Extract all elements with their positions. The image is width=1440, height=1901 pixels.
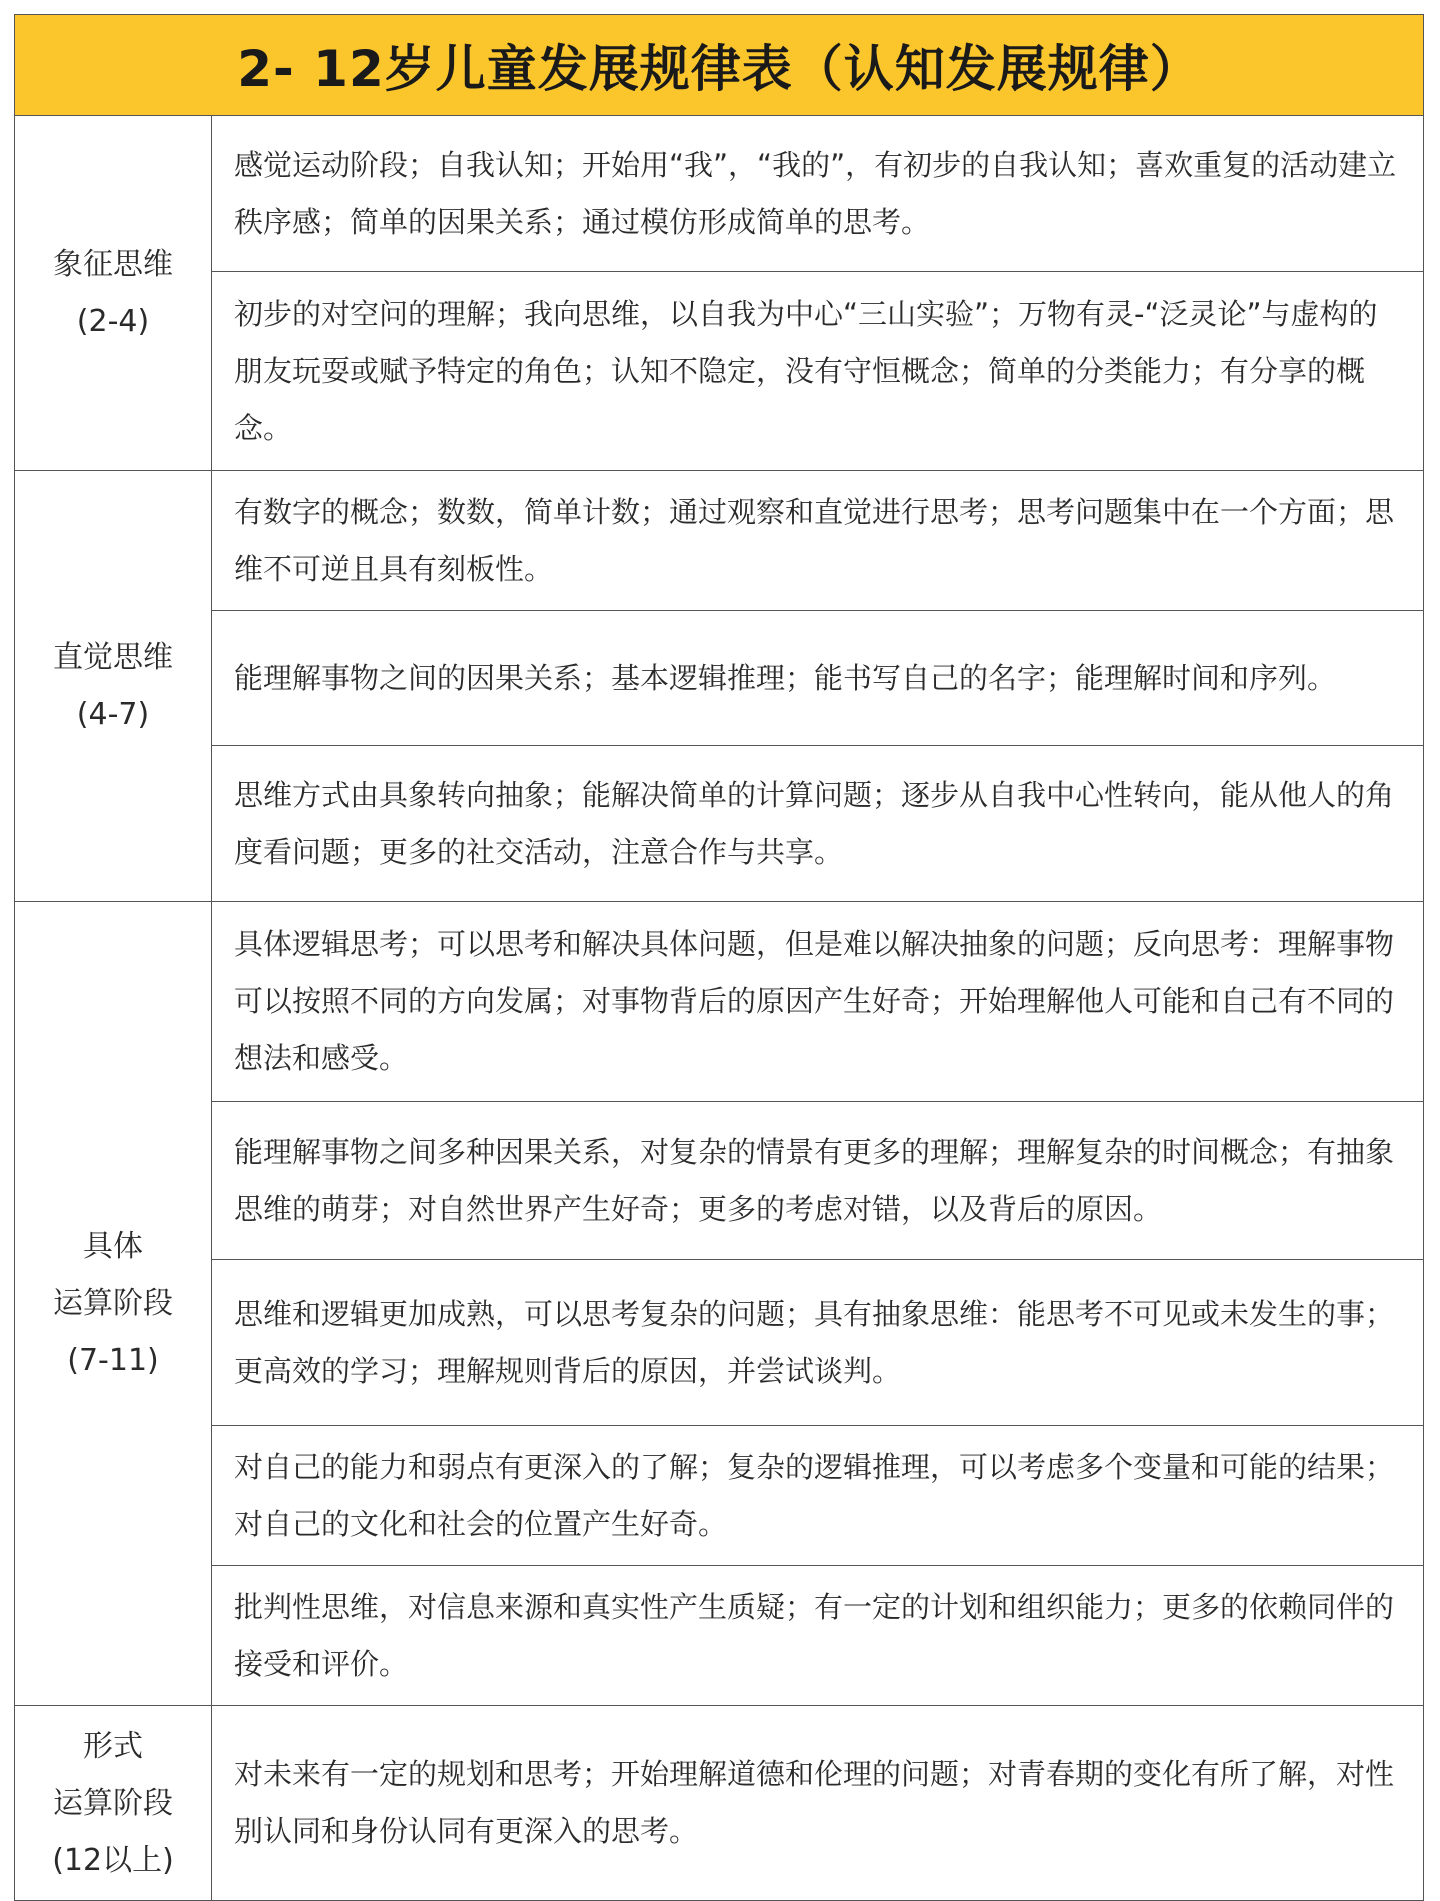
description-cell xyxy=(212,902,1423,1102)
stage-age-range: (12以上) xyxy=(52,1842,174,1878)
description-cell xyxy=(212,1426,1423,1566)
description-cell xyxy=(212,746,1423,901)
stage-group xyxy=(15,471,1423,902)
description-cell xyxy=(212,1260,1423,1426)
table-title: 2- 12岁儿童发展规律表（认知发展规律） xyxy=(237,40,1201,98)
stage-group xyxy=(15,116,1423,471)
stage-age-range: (4-7) xyxy=(76,697,150,732)
description-text: 初步的对空问的理解；我向思维，以自我为中心“三山实验”；万物有灵-“泛灵论”与虚构的朋友玩耍或赋予特定的角色；认知不隐定，没有守恒概念；简单的分类能力；有分享的概念。 xyxy=(234,296,1378,445)
description-text: 感觉运动阶段；自我认知；开始用“我”，“我的”，有初步的自我认知；喜欢重复的活动建立秩序感；简单的因果关系；通过模仿形成简单的思考。 xyxy=(234,147,1397,239)
stage-descriptions xyxy=(212,1706,1423,1900)
description-text: 批判性思维，对信息来源和真实性产生质疑；有一定的计划和组织能力；更多的依赖同伴的接受和评价。 xyxy=(234,1589,1395,1681)
description-cell xyxy=(212,611,1423,746)
stage-name-line2: 运算阶段 xyxy=(53,1286,173,1321)
stage-age-range: (7-11) xyxy=(67,1343,159,1378)
description-cell xyxy=(212,272,1423,470)
stage-name-line2: 运算阶段 xyxy=(53,1785,173,1821)
stage-label xyxy=(15,902,212,1705)
stage-label xyxy=(15,116,212,470)
description-text: 具体逻辑思考；可以思考和解决具体问题，但是难以解决抽象的问题；反向思考：理解事物可以按照不同的方向发属；对事物背后的原因产生好奇；开始理解他人可能和自己有不同的想法和感受。 xyxy=(234,927,1395,1075)
stage-label xyxy=(15,471,212,901)
stage-group xyxy=(15,902,1423,1706)
stage-group xyxy=(15,1706,1423,1900)
stage-descriptions xyxy=(212,116,1423,470)
description-cell xyxy=(212,1706,1423,1900)
stage-descriptions xyxy=(212,471,1423,901)
description-cell xyxy=(212,471,1423,611)
description-text: 能理解事物之间的因果关系；基本逻辑推理；能书写自己的名字；能理解时间和序列。 xyxy=(234,660,1337,695)
description-text: 对未来有一定的规划和思考；开始理解道德和伦理的问题；对青春期的变化有所了解，对性别认同和身份认同有更深入的思考。 xyxy=(234,1757,1395,1848)
stage-name: 具体 xyxy=(83,1229,143,1264)
stage-age-range: (2-4) xyxy=(76,304,150,339)
description-cell xyxy=(212,116,1423,272)
stage-descriptions xyxy=(212,902,1423,1705)
description-text: 有数字的概念；数数，简单计数；通过观察和直觉进行思考；思考问题集中在一个方面；思维不可逆且具有刻板性。 xyxy=(234,494,1395,586)
description-cell xyxy=(212,1102,1423,1260)
description-text: 对自己的能力和弱点有更深入的了解；复杂的逻辑推理，可以考虑多个变量和可能的结果；对自己的文化和社会的位置产生好奇。 xyxy=(234,1449,1395,1541)
stage-name: 形式 xyxy=(83,1728,143,1764)
description-text: 能理解事物之间多种因果关系，对复杂的情景有更多的理解；理解复杂的时间概念；有抽象思维的萌芽；对自然世界产生好奇；更多的考虑对错，以及背后的原因。 xyxy=(234,1134,1395,1226)
stage-label xyxy=(15,1706,212,1900)
description-cell xyxy=(212,1566,1423,1705)
description-text: 思维方式由具象转向抽象；能解决简单的计算问题；逐步从自我中心性转向，能从他人的角度看问题；更多的社交活动，注意合作与共享。 xyxy=(234,777,1395,869)
title-bar xyxy=(15,15,1423,116)
description-text: 思维和逻辑更加成熟，可以思考复杂的问题；具有抽象思维：能思考不可见或未发生的事；更高效的学习；理解规则背后的原因，并尝试谈判。 xyxy=(234,1296,1395,1388)
stage-name: 直觉思维 xyxy=(53,640,173,675)
development-table xyxy=(14,14,1424,1901)
stage-name: 象征思维 xyxy=(53,247,173,282)
